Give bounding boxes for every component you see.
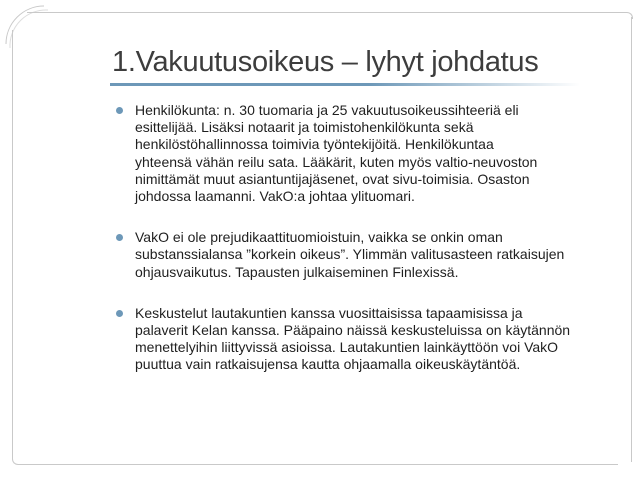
bullet-text-line: substanssialansa ”korkein oikeus”. Ylimmän valitusasteen ratkaisujen [135,246,565,263]
title-underline [110,83,580,86]
bullet-item [118,102,618,205]
bullet-list [118,102,618,374]
slide-title: 1.Vakuutusoikeus – lyhyt johdatus [112,46,539,78]
bullet-text-line: yhteensä vähän reilu sata. Lääkärit, kuten myös valtio-neuvoston [135,153,538,170]
bullet-text-line: Henkilökunta: n. 30 tuomaria ja 25 vakuutusoikeussihteeriä eli [135,102,519,118]
bullet-text-line: ohjausvaikutus. Tapausten julkaiseminen Finlexissä. [135,263,459,280]
bullet-dot-icon [116,234,123,241]
bullet-text-line: puuttua vain ratkaisujensa kautta ohjaamalla oikeuskäytäntöä. [135,356,521,373]
frame-right-border [631,17,632,462]
bullet-dot-icon [116,310,123,317]
bullet-item [118,229,618,281]
bullet-text-line: henkilöstöhallinnossa toimivia työntekijöitä. Henkilökuntaa [135,136,494,153]
bullet-text-line: VakO ei ole prejudikaattituomioistuin, vaikka se onkin oman [135,229,503,246]
bullet-text-line: Keskustelut lautakuntien kanssa vuosittaisissa tapaamisissa ja [135,304,523,321]
frame-bottom-border [12,456,618,465]
frame-top-border [27,12,633,19]
bullet-text-line: nimittämät muut asiantuntijajäsenet, ovat sivu-toimisia. Osaston [135,170,530,187]
bullet-text-line: johdossa laamanni. VakO:a johtaa ylituomari. [135,188,415,205]
bullet-text-line: esittelijää. Lisäksi notaarit ja toimistohenkilökunta sekä [135,119,474,136]
bullet-text-line: palaverit Kelan kanssa. Pääpaino näissä keskusteluissa on käytännön [135,322,571,339]
frame-left-border [12,30,13,457]
corner-arc-decoration [0,0,70,70]
bullet-text-line: menettelyihin liittyvissä asioissa. Lautakuntien lainkäyttöön voi VakO [135,339,559,356]
bullet-dot-icon [116,107,123,114]
bullet-item [118,305,618,374]
